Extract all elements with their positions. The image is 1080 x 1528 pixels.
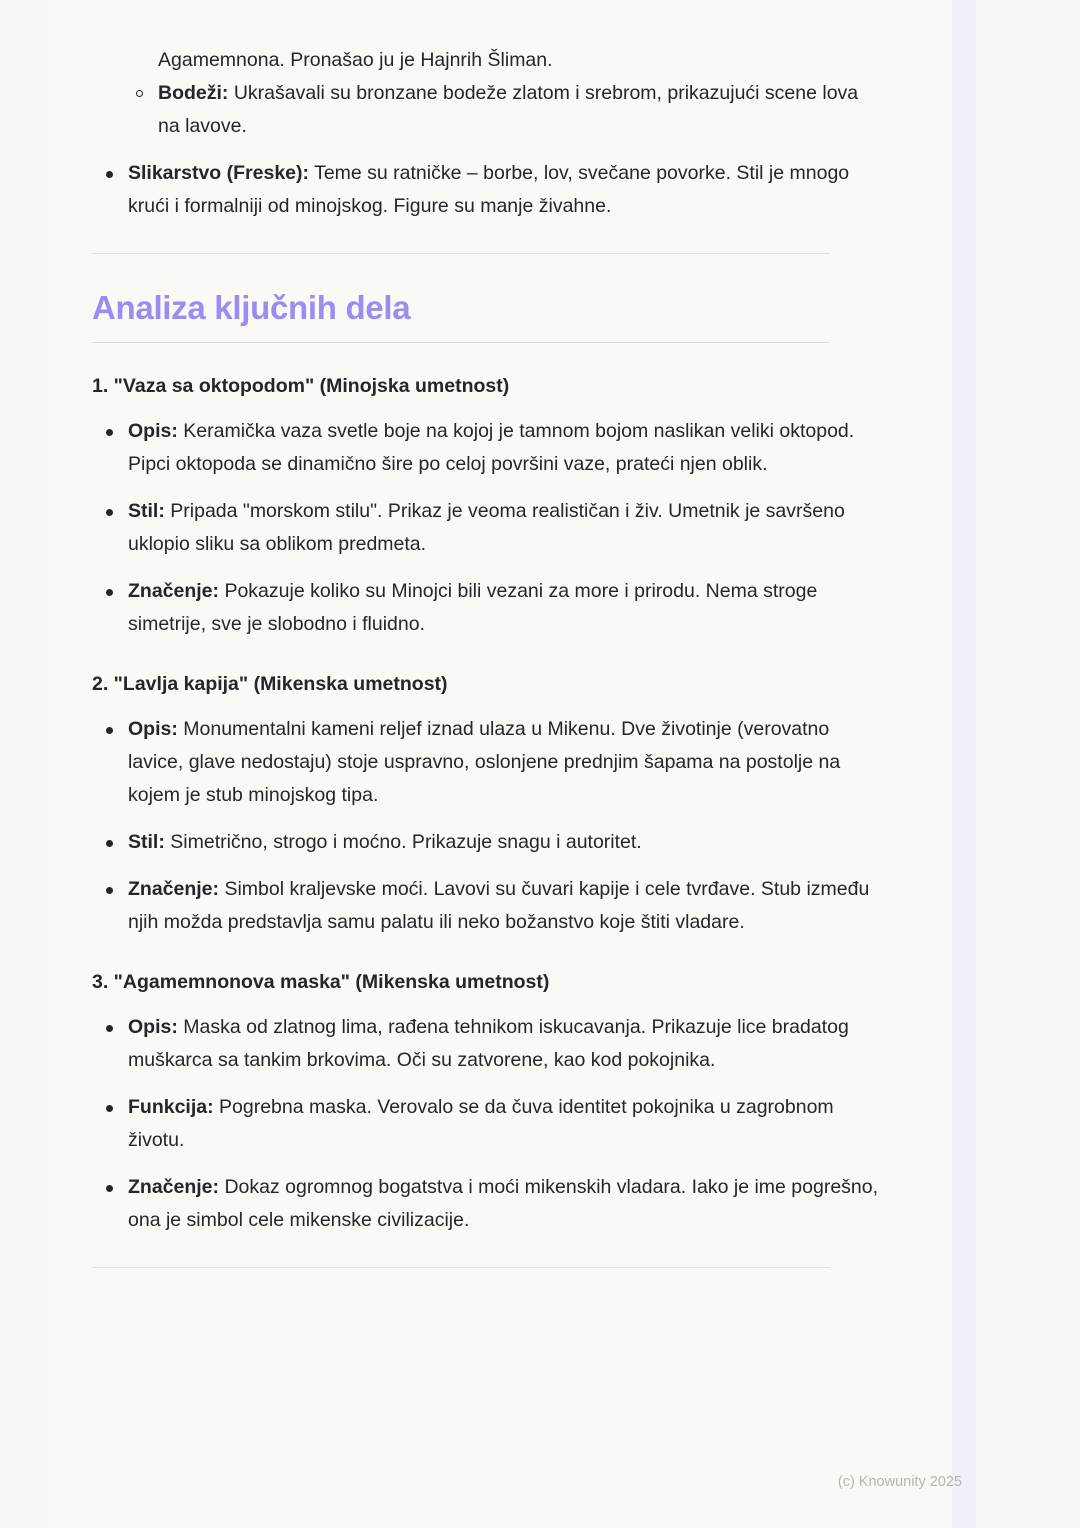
list-item <box>92 1011 882 1077</box>
list-item <box>92 1091 882 1157</box>
list-item-text: Pripada "morskom stilu". Prikaz je veoma realističan i živ. Umetnik je savršeno uklopio sliku sa oblikom predmeta. <box>128 500 845 555</box>
list-item <box>92 826 882 859</box>
work-heading-3: 3. "Agamemnonova maska" (Mikenska umetnost) <box>92 971 550 993</box>
list-item <box>92 157 882 223</box>
list-item-text: Monumentalni kameni reljef iznad ulaza u Mikenu. Dve životinje (verovatno lavice, glave nedostaju) stoje uspravno, oslonjene prednjim šapama na postolje na kojem je stub minojskog tipa. <box>128 718 841 806</box>
work-heading-1: 1. "Vaza sa oktopodom" (Minojska umetnost) <box>92 375 510 397</box>
work-bullets-2 <box>92 713 882 939</box>
list-item-label: Značenje: <box>128 1176 220 1198</box>
list-item <box>92 415 882 481</box>
list-item-label: Značenje: <box>128 580 220 602</box>
list-item-label: Bodeži: <box>158 82 229 104</box>
list-item-label: Značenje: <box>128 878 220 900</box>
list-item-text: Simbol kraljevske moći. Lavovi su čuvari kapije i cele tvrđave. Stub između njih možda predstavlja samu palatu ili neko božanstvo koje štiti vladare. <box>128 878 870 933</box>
list-item <box>92 575 882 641</box>
list-item-label: Opis: <box>128 420 178 442</box>
list-item-text: Pogrebna maska. Verovalo se da čuva identitet pokojnika u zagrobnom životu. <box>128 1096 834 1151</box>
list-item <box>92 713 882 812</box>
list-item-text: Simetrično, strogo i moćno. Prikazuje snagu i autoritet. <box>164 831 642 853</box>
list-item-label: Funkcija: <box>128 1096 214 1118</box>
list-item <box>92 873 882 939</box>
section-divider <box>92 253 830 254</box>
top-bullet-list <box>92 157 882 223</box>
document-content <box>92 44 882 1268</box>
work-bullets-1 <box>92 415 882 641</box>
document-page <box>48 0 976 1528</box>
continued-paragraph: Agamemnona. Pronašao ju je Hajnrih Šliman. <box>158 49 553 71</box>
page-right-strip <box>952 0 976 1528</box>
list-item-text: Keramička vaza svetle boje na kojoj je tamnom bojom naslikan veliki oktopod. Pipci oktopoda se dinamično šire po celoj površini vaze, prateći njen oblik. <box>128 420 855 475</box>
list-item-label: Slikarstvo (Freske): <box>128 162 309 184</box>
list-item-text: Pokazuje koliko su Minojci bili vezani za more i prirodu. Nema stroge simetrije, sve je slobodno i fluidno. <box>128 580 818 635</box>
list-item <box>92 77 882 143</box>
sub-bullet-list <box>92 77 882 143</box>
list-item-text: Dokaz ogromnog bogatstva i moći mikenskih vladara. Iako je ime pogrešno, ona je simbol cele mikenske civilizacije. <box>128 1176 879 1231</box>
section-title-underline <box>92 342 830 343</box>
bottom-divider <box>92 1267 830 1268</box>
list-item-label: Opis: <box>128 718 178 740</box>
work-bullets-3 <box>92 1011 882 1237</box>
list-item-text: Teme su ratničke – borbe, lov, svečane povorke. Stil je mnogo krući i formalniji od minojskog. Figure su manje živahne. <box>128 162 850 217</box>
list-item <box>92 495 882 561</box>
list-item-label: Stil: <box>128 500 165 522</box>
list-item-label: Opis: <box>128 1016 178 1038</box>
work-heading-2: 2. "Lavlja kapija" (Mikenska umetnost) <box>92 673 448 695</box>
list-item <box>92 1171 882 1237</box>
list-item-text: Ukrašavali su bronzane bodeže zlatom i srebrom, prikazujući scene lova na lavove. <box>158 82 859 137</box>
list-item-label: Stil: <box>128 831 165 853</box>
copyright-footer: (c) Knowunity 2025 <box>837 1474 962 1490</box>
section-title: Analiza ključnih dela <box>92 289 411 326</box>
list-item-text: Maska od zlatnog lima, rađena tehnikom iskucavanja. Prikazuje lice bradatog muškarca sa tankim brkovima. Oči su zatvorene, kao kod pokojnika. <box>128 1016 849 1071</box>
